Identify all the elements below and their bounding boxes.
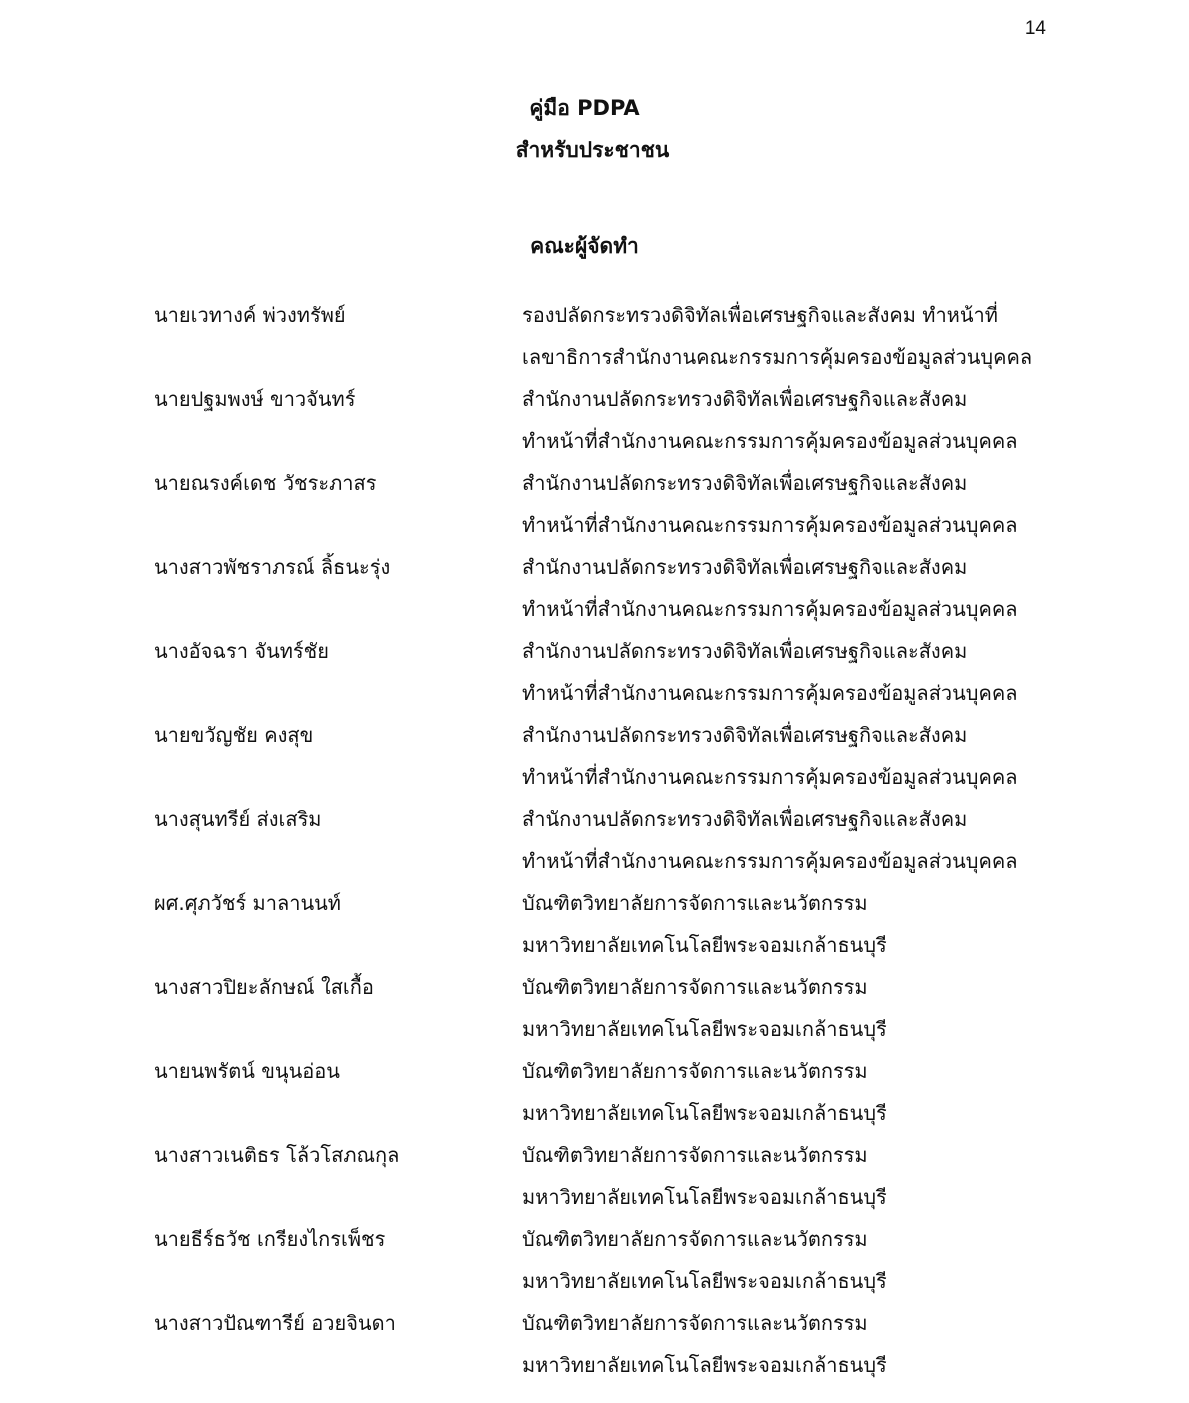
affiliation-line: บัณฑิตวิทยาลัยการจัดการและนวัตกรรม: [522, 1311, 868, 1335]
affiliation-line: ทำหน้าที่สำนักงานคณะกรรมการคุ้มครองข้อมูลส่วนบุคคล: [522, 681, 1018, 705]
affiliation-line: ทำหน้าที่สำนักงานคณะกรรมการคุ้มครองข้อมูลส่วนบุคคล: [522, 513, 1018, 537]
member-name: นายณรงค์เดช วัชระภาสร: [154, 471, 377, 495]
affiliation-line: สำนักงานปลัดกระทรวงดิจิทัลเพื่อเศรษฐกิจและสังคม: [522, 639, 968, 663]
member-affiliation: [522, 630, 1054, 714]
member-name: นางอัจฉรา จันทร์ชัย: [154, 639, 329, 663]
member-name: นางสาวเนติธร โล้วโสภณกุล: [154, 1143, 400, 1167]
affiliation-line: บัณฑิตวิทยาลัยการจัดการและนวัตกรรม: [522, 891, 868, 915]
affiliation-line: สำนักงานปลัดกระทรวงดิจิทัลเพื่อเศรษฐกิจและสังคม: [522, 555, 968, 579]
affiliation-line: สำนักงานปลัดกระทรวงดิจิทัลเพื่อเศรษฐกิจและสังคม: [522, 471, 968, 495]
member-list: [154, 294, 1054, 1386]
member-row: [154, 462, 1054, 546]
member-affiliation: [522, 462, 1054, 546]
member-name: นายปฐมพงษ์ ขาวจันทร์: [154, 387, 356, 411]
member-affiliation: [522, 966, 1054, 1050]
member-name: นายเวทางค์ พ่วงทรัพย์: [154, 303, 346, 327]
affiliation-line: มหาวิทยาลัยเทคโนโลยีพระจอมเกล้าธนบุรี: [522, 1269, 887, 1293]
affiliation-line: สำนักงานปลัดกระทรวงดิจิทัลเพื่อเศรษฐกิจและสังคม: [522, 723, 968, 747]
member-row: [154, 714, 1054, 798]
section-heading: คณะผู้จัดทำ: [530, 234, 639, 258]
member-name: นางสาวปิยะลักษณ์ ใสเกื้อ: [154, 975, 374, 999]
affiliation-line: ทำหน้าที่สำนักงานคณะกรรมการคุ้มครองข้อมูลส่วนบุคคล: [522, 765, 1018, 789]
member-row: [154, 966, 1054, 1050]
member-name: นายธีร์ธวัช เกรียงไกรเพ็ชร: [154, 1227, 386, 1251]
member-name: นายนพรัตน์ ขนุนอ่อน: [154, 1059, 340, 1083]
member-affiliation: [522, 714, 1054, 798]
member-affiliation: [522, 798, 1054, 882]
member-row: [154, 1050, 1054, 1134]
member-name: นางสุนทรีย์ ส่งเสริม: [154, 807, 322, 831]
affiliation-line: ทำหน้าที่สำนักงานคณะกรรมการคุ้มครองข้อมูลส่วนบุคคล: [522, 849, 1018, 873]
member-affiliation: [522, 1050, 1054, 1134]
member-row: [154, 798, 1054, 882]
affiliation-line: มหาวิทยาลัยเทคโนโลยีพระจอมเกล้าธนบุรี: [522, 1353, 887, 1377]
member-affiliation: [522, 1218, 1054, 1302]
affiliation-line: มหาวิทยาลัยเทคโนโลยีพระจอมเกล้าธนบุรี: [522, 933, 887, 957]
member-affiliation: [522, 1134, 1054, 1218]
affiliation-line: บัณฑิตวิทยาลัยการจัดการและนวัตกรรม: [522, 975, 868, 999]
member-affiliation: [522, 882, 1054, 966]
affiliation-line: บัณฑิตวิทยาลัยการจัดการและนวัตกรรม: [522, 1143, 868, 1167]
affiliation-line: เลขาธิการสำนักงานคณะกรรมการคุ้มครองข้อมูลส่วนบุคคล: [522, 345, 1033, 369]
affiliation-line: ทำหน้าที่สำนักงานคณะกรรมการคุ้มครองข้อมูลส่วนบุคคล: [522, 597, 1018, 621]
member-row: [154, 378, 1054, 462]
member-affiliation: [522, 1302, 1054, 1386]
member-name: นางสาวปัณฑารีย์ อวยจินดา: [154, 1311, 396, 1335]
affiliation-line: มหาวิทยาลัยเทคโนโลยีพระจอมเกล้าธนบุรี: [522, 1101, 887, 1125]
member-row: [154, 1218, 1054, 1302]
member-affiliation: [522, 294, 1054, 378]
member-name: นางสาวพัชราภรณ์ ลิ้ธนะรุ่ง: [154, 555, 391, 579]
affiliation-line: บัณฑิตวิทยาลัยการจัดการและนวัตกรรม: [522, 1059, 868, 1083]
member-row: [154, 546, 1054, 630]
member-row: [154, 630, 1054, 714]
member-affiliation: [522, 546, 1054, 630]
affiliation-line: สำนักงานปลัดกระทรวงดิจิทัลเพื่อเศรษฐกิจและสังคม: [522, 807, 968, 831]
page-number: 14: [1024, 18, 1046, 39]
affiliation-line: บัณฑิตวิทยาลัยการจัดการและนวัตกรรม: [522, 1227, 868, 1251]
member-affiliation: [522, 378, 1054, 462]
member-row: [154, 1134, 1054, 1218]
affiliation-line: รองปลัดกระทรวงดิจิทัลเพื่อเศรษฐกิจและสังคม ทำหน้าที่: [522, 303, 998, 327]
member-row: [154, 882, 1054, 966]
document-title: คู่มือ PDPA: [529, 96, 640, 120]
member-name: นายขวัญชัย คงสุข: [154, 723, 314, 747]
affiliation-line: สำนักงานปลัดกระทรวงดิจิทัลเพื่อเศรษฐกิจและสังคม: [522, 387, 968, 411]
document-subtitle: สำหรับประชาชน: [515, 138, 670, 162]
member-row: [154, 294, 1054, 378]
member-row: [154, 1302, 1054, 1386]
affiliation-line: ทำหน้าที่สำนักงานคณะกรรมการคุ้มครองข้อมูลส่วนบุคคล: [522, 429, 1018, 453]
member-name: ผศ.ศุภวัชร์ มาลานนท์: [154, 891, 341, 915]
affiliation-line: มหาวิทยาลัยเทคโนโลยีพระจอมเกล้าธนบุรี: [522, 1017, 887, 1041]
affiliation-line: มหาวิทยาลัยเทคโนโลยีพระจอมเกล้าธนบุรี: [522, 1185, 887, 1209]
